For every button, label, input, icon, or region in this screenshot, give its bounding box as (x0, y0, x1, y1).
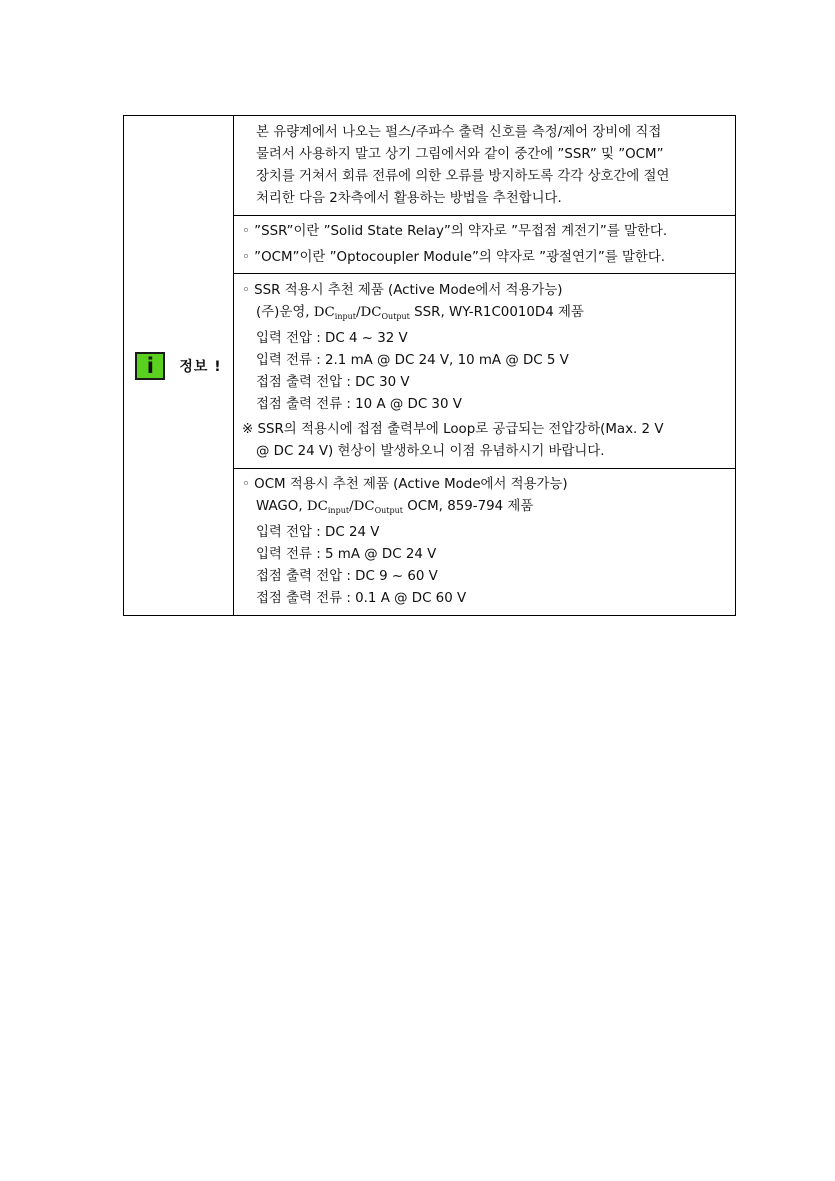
ssr-note: @ DC 24 V) 현상이 발생하오니 이점 유념하시기 바랍니다. (256, 444, 605, 459)
info-label: 정보 ! (179, 358, 222, 375)
ocm-product (242, 496, 725, 522)
ssr-spec: 접점 출력 전압 : DC 30 V (256, 375, 410, 390)
intro-line: 장치를 거쳐서 회류 전류에 의한 오류를 방지하도록 각각 상호간에 절연 (256, 169, 670, 184)
info-notice-table (123, 115, 736, 616)
ocm-maker: WAGO, (256, 499, 307, 514)
ssr-model: SSR, WY-R1C0010D4 제품 (409, 305, 584, 320)
slash-text: / (349, 499, 354, 514)
ocm-spec: 접점 출력 전압 : DC 9 ~ 60 V (256, 569, 438, 584)
intro-cell (234, 116, 736, 216)
sub-input: input (334, 312, 356, 321)
ocm-spec: 입력 전압 : DC 24 V (256, 525, 380, 540)
ssr-spec: 입력 전류 : 2.1 mA @ DC 24 V, 10 mA @ DC 5 V (256, 353, 569, 368)
slash-text: / (355, 305, 361, 320)
ssr-note: ※ SSR의 적용시에 접점 출력부에 Loop로 공급되는 전압강하(Max. 2 V (242, 422, 664, 437)
sub-input: input (327, 506, 350, 515)
ssr-product (242, 302, 725, 328)
dc-text: DC (360, 305, 382, 320)
intro-line: 물려서 사용하지 말고 상기 그림에서와 같이 중간에 ”SSR” 및 ”OCM” (256, 147, 664, 162)
ssr-cell (234, 274, 736, 469)
ocm-spec: 접점 출력 전류 : 0.1 A @ DC 60 V (256, 591, 467, 606)
definition-ssr: ◦ ”SSR”이란 ”Solid State Relay”의 약자로 ”무접점 계전기”를 말한다. (242, 224, 668, 239)
ssr-heading: ◦ SSR 적용시 추천 제품 (Active Mode에서 적용가능) (242, 283, 563, 298)
sub-output: Output (374, 506, 403, 515)
info-icon: i (135, 352, 165, 380)
ssr-maker: (주)운영, (256, 305, 314, 320)
dc-text: DC (353, 499, 375, 514)
dc-text: DC (313, 305, 335, 320)
definitions-cell (234, 216, 736, 274)
info-label-cell (124, 116, 234, 616)
ocm-heading: ◦ OCM 적용시 추천 제품 (Active Mode에서 적용가능) (242, 477, 568, 492)
ocm-model: OCM, 859-794 제품 (402, 499, 534, 514)
ocm-spec: 입력 전류 : 5 mA @ DC 24 V (256, 547, 437, 562)
ocm-cell (234, 469, 736, 616)
ssr-spec: 입력 전압 : DC 4 ~ 32 V (256, 331, 408, 346)
intro-line: 처리한 다음 2차측에서 활용하는 방법을 추천합니다. (256, 191, 562, 206)
dc-text: DC (306, 499, 328, 514)
intro-line: 본 유량계에서 나오는 펄스/주파수 출력 신호를 측정/제어 장비에 직접 (256, 125, 662, 140)
sub-output: Output (381, 312, 410, 321)
definition-ocm: ◦ ”OCM”이란 ”Optocoupler Module”의 약자로 ”광절연기”를 말한다. (242, 250, 666, 265)
ssr-spec: 접점 출력 전류 : 10 A @ DC 30 V (256, 397, 462, 412)
